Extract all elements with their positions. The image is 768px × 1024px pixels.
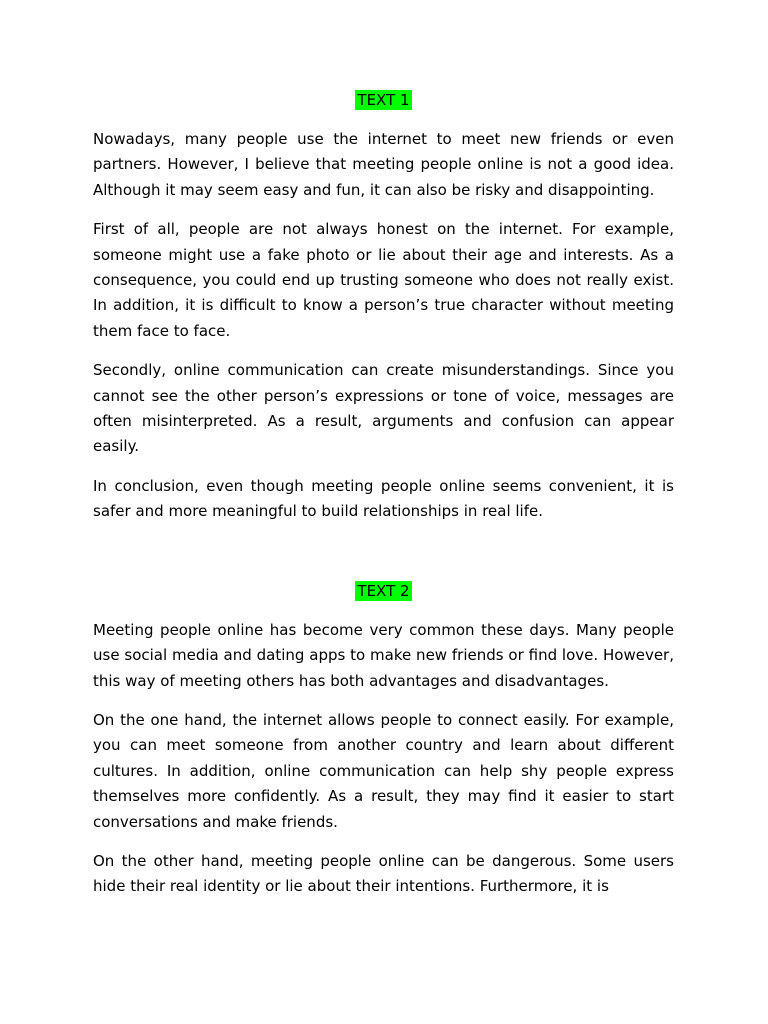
section-heading: TEXT 2 [357,581,410,600]
paragraph: Secondly, online communication can create misunderstandings. Since you cannot see the other person’s expressions or tone of voice, messages are often misinterpreted. As a result, arguments and confusion can appear easily. [93,361,674,456]
section-text-2 [93,579,674,900]
section-text-1 [93,88,674,525]
paragraph: Nowadays, many people use the internet to meet new friends or even partners. However, I believe that meeting people online is not a good idea. Although it may seem easy and fun, it can also be risky and disappointing. [93,130,674,199]
paragraph: First of all, people are not always honest on the internet. For example, someone might use a fake photo or lie about their age and interests. As a consequence, you could end up trusting someone who does not really exist. In addition, it is difficult to know a person’s true character without meeting them face to face. [93,220,674,340]
paragraph: On the one hand, the internet allows people to connect easily. For example, you can meet someone from another country and learn about different cultures. In addition, online communication can help shy people express themselves more confidently. As a result, they may find it easier to start conversations and make friends. [93,710,674,831]
section-heading: TEXT 1 [357,91,410,109]
section-heading-row [93,579,674,604]
document-content [93,88,674,900]
paragraph: In conclusion, even though meeting people online seems convenient, it is safer and more meaningful to build relationships in real life. [93,476,674,521]
paragraph: Meeting people online has become very common these days. Many people use social media and dating apps to make new friends or find love. However, this way of meeting others has both advantages and disadvantages. [93,620,674,690]
section-heading-row [93,88,674,113]
paragraph: On the other hand, meeting people online can be dangerous. Some users hide their real identity or lie about their intentions. Furthermore, it is [93,851,674,896]
